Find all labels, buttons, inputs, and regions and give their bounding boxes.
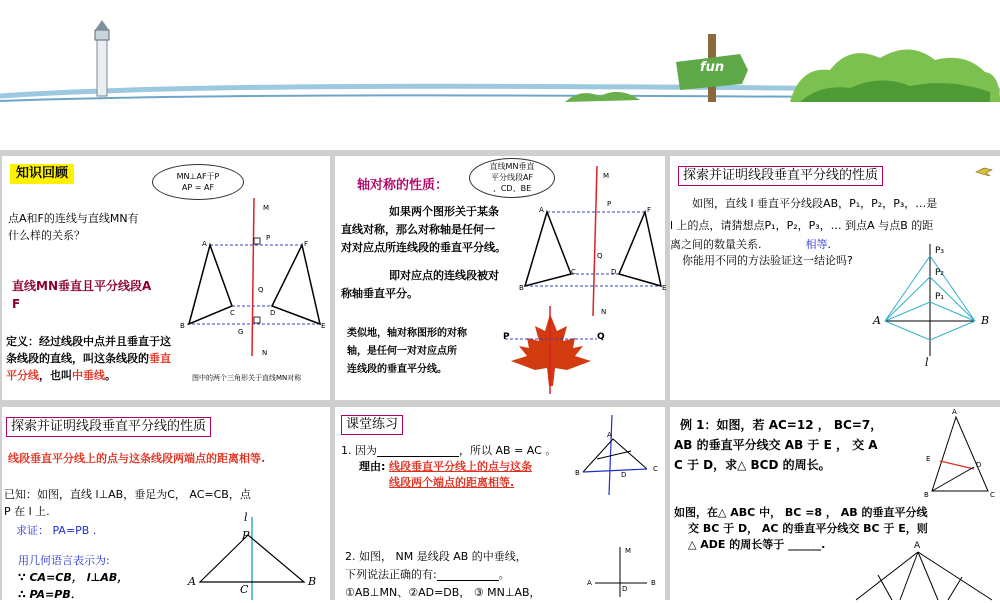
label-N-2: N bbox=[601, 308, 607, 316]
label-E-2: E bbox=[662, 284, 667, 292]
label-C-5: C bbox=[653, 465, 658, 473]
label-A: A bbox=[202, 240, 207, 248]
known-line1: 已知：如图，直线 l⊥AB，垂足为C， AC=CB，点 bbox=[4, 488, 251, 501]
label-F-2: F bbox=[647, 206, 652, 214]
example-line1: 例 1：如图，若 AC=12 ， BC=7， bbox=[680, 418, 883, 432]
label-D: D bbox=[270, 309, 276, 317]
example-line3: C 于 D，求△ BCD 的周长。 bbox=[674, 458, 831, 472]
label-Q-leaf: Q bbox=[597, 332, 605, 342]
explore-line1: 如图，直线 l 垂直平分线段AB，P₁，P₂，P₃，…是 bbox=[692, 197, 938, 210]
text2-line2: 称轴垂直平分。 bbox=[341, 287, 418, 300]
example2-line3: △ ADE 的周长等于 ______. bbox=[688, 538, 826, 551]
proof-figure bbox=[2, 407, 330, 600]
label-E: E bbox=[321, 322, 326, 330]
label-P-leaf: P bbox=[503, 332, 510, 342]
label-P-2: P bbox=[607, 200, 612, 208]
label-A-5: A bbox=[607, 431, 612, 439]
banner bbox=[0, 0, 1000, 150]
explore-line3: 离之间的数量关系. 相等. bbox=[670, 238, 831, 251]
text3-line3: 连线段的垂直平分线。 bbox=[347, 364, 447, 375]
axial-heading: 轴对称的性质： bbox=[357, 178, 449, 193]
label-B-6: B bbox=[924, 491, 929, 499]
q1-line: 1. 因为 ，所以 AB = AC 。 bbox=[341, 444, 557, 457]
label-A-3: A bbox=[873, 314, 881, 327]
label-D-6: D bbox=[976, 461, 982, 469]
panel-example[interactable] bbox=[670, 407, 1000, 600]
label-G: G bbox=[238, 328, 244, 336]
example2-line1: 如图，在△ ABC 中， BC =8 ， AB 的垂直平分线 bbox=[674, 506, 928, 519]
label-P: P bbox=[266, 234, 271, 242]
explore-line4: 你能用不同的方法验证这一结论吗? bbox=[682, 254, 853, 267]
label-B-3: B bbox=[981, 314, 990, 327]
panel-axial-symmetry[interactable] bbox=[335, 156, 665, 400]
q2-line3: ①AB⊥MN、②AD=DB， ③ MN⊥AB， bbox=[345, 586, 541, 599]
label-F: F bbox=[304, 240, 309, 248]
question-line1: 点A和F的连线与直线MN有 bbox=[8, 212, 139, 225]
practice-figures bbox=[335, 407, 665, 600]
explore-line2: l 上的点，请猜想点P₁，P₂，P₃，… 到点A 与点B 的距 bbox=[670, 219, 934, 232]
axial-figure bbox=[335, 156, 665, 400]
label-A-6: A bbox=[952, 408, 957, 416]
panel-explore-2[interactable] bbox=[2, 407, 330, 600]
sign-text: fun bbox=[700, 60, 725, 75]
cloud2-line3: 、CD、BE bbox=[492, 184, 532, 193]
panel-review[interactable] bbox=[2, 156, 330, 400]
known-line2: P 在 l 上. bbox=[4, 505, 50, 518]
cloud2-line1: 直线MN垂直 bbox=[489, 162, 535, 171]
label-E-6: E bbox=[926, 455, 931, 463]
q2-line1: 2. 如图， NM 是线段 AB 的中垂线， bbox=[345, 550, 527, 563]
cloud-line1: MN⊥AF于P bbox=[176, 172, 220, 181]
label-A-4: A bbox=[188, 575, 196, 588]
example-line2: AB 的垂直平分线交 AB 于 E ， 交 A bbox=[674, 438, 878, 452]
reason-line1: 线段垂直平分线上的点与这条 bbox=[389, 460, 532, 473]
explore-title-1: 探索并证明线段垂直平分线的性质 bbox=[678, 166, 883, 186]
panel-practice[interactable] bbox=[335, 407, 665, 600]
geometry-language: 用几何语言表示为: bbox=[18, 554, 110, 567]
label-D-5: D bbox=[621, 471, 627, 479]
banner-art bbox=[0, 0, 1000, 150]
definition-line2: 条线段的直线，叫这条线段的垂直 bbox=[6, 352, 171, 365]
label-l-3: l bbox=[925, 356, 929, 369]
label-D-2: D bbox=[611, 268, 617, 276]
label-A-2: A bbox=[539, 206, 544, 214]
label-A2-6: A bbox=[914, 541, 921, 551]
example-figures bbox=[670, 407, 1000, 600]
definition-line3: 平分线，也叫中垂线。 bbox=[6, 369, 116, 382]
because-line: ∵ CA=CB， l⊥AB， bbox=[18, 571, 129, 584]
label-P-4: P bbox=[242, 529, 250, 542]
q2-line2: 下列说法正确的有: 。 bbox=[345, 568, 510, 581]
text3-line2: 轴，是任何一对对应点所 bbox=[347, 346, 457, 357]
label-C-2: C bbox=[571, 268, 576, 276]
label-P1: P₁ bbox=[935, 292, 945, 302]
label-N: N bbox=[262, 349, 268, 357]
label-B2-5: B bbox=[651, 579, 656, 587]
cloud-line2: AP = AF bbox=[181, 183, 215, 192]
label-B-5: B bbox=[575, 469, 580, 477]
cloud2-line2: 平分线段AF bbox=[490, 173, 534, 182]
text3-line1: 类似地，轴对称图形的对称 bbox=[347, 328, 467, 339]
label-M-5: M bbox=[625, 547, 632, 555]
answer-line2: F bbox=[12, 297, 21, 311]
label-l-4: l bbox=[244, 511, 248, 524]
example2-line2: 交 BC 于 D， AC 的垂直平分线交 BC 于 E，则 bbox=[688, 522, 928, 535]
answer-line1: 直线MN垂直且平分线段A bbox=[12, 279, 152, 293]
figure-caption: 图中的两个三角形关于直线MN对称 bbox=[192, 374, 302, 382]
label-P3: P₃ bbox=[935, 246, 945, 256]
label-B-2: B bbox=[519, 284, 524, 292]
text1-line1: 如果两个图形关于某条 bbox=[389, 205, 499, 218]
text2-line1: 即对应点的连线段被对 bbox=[389, 269, 499, 282]
reason-line2: 线段两个端点的距离相等. bbox=[389, 476, 515, 489]
prove-line: 求证： PA=PB . bbox=[16, 524, 97, 537]
question-line2: 什么样的关系？ bbox=[8, 229, 85, 242]
text1-line3: 对对应点所连线段的垂直平分线。 bbox=[341, 241, 506, 254]
label-A2-5: A bbox=[587, 579, 592, 587]
label-P2-3: P₂ bbox=[935, 268, 945, 278]
label-D2-5: D bbox=[622, 585, 628, 593]
perpendicular-bisector-figure bbox=[670, 156, 1000, 400]
label-M: M bbox=[263, 204, 270, 212]
practice-title: 课堂练习 bbox=[341, 415, 403, 435]
label-M-2: M bbox=[603, 172, 610, 180]
label-C-4: C bbox=[240, 583, 249, 596]
property-statement: 线段垂直平分线上的点与这条线段两端点的距离相等. bbox=[8, 452, 266, 465]
review-title: 知识回顾 bbox=[10, 164, 74, 184]
explore-title-2: 探索并证明线段垂直平分线的性质 bbox=[6, 417, 211, 437]
label-B-4: B bbox=[308, 575, 317, 588]
reason-label: 理由: bbox=[359, 460, 386, 473]
label-Q: Q bbox=[258, 286, 264, 294]
text1-line2: 直线对称，那么对称轴是任何一 bbox=[341, 223, 495, 236]
definition-line1: 定义：经过线段中点并且垂直于这 bbox=[6, 335, 171, 348]
therefore-line: ∴ PA=PB． bbox=[18, 588, 82, 601]
label-Q-2: Q bbox=[597, 252, 603, 260]
symmetry-figure bbox=[2, 156, 330, 400]
label-C: C bbox=[230, 309, 235, 317]
panel-explore-1[interactable] bbox=[670, 156, 1000, 400]
label-C-6: C bbox=[990, 491, 995, 499]
maple-leaf-icon bbox=[511, 314, 591, 386]
label-B: B bbox=[180, 322, 185, 330]
